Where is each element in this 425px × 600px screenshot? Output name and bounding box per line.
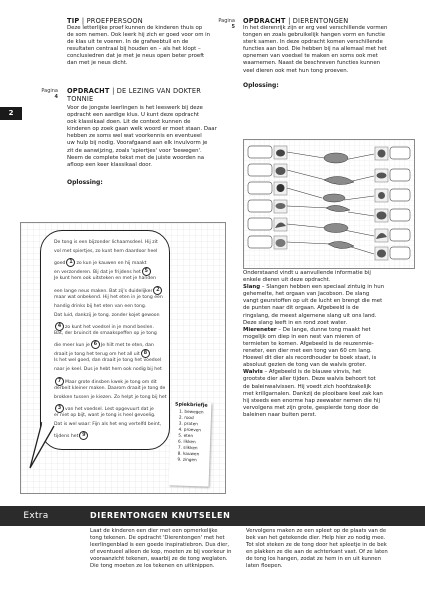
- extra-line: Vervolgens maken ze een spleet op de plaats van de: [246, 528, 387, 534]
- tip-body: [67, 25, 217, 68]
- bubble-text: derbeit kleiner maken. Daarom draait je tong de: [54, 385, 166, 391]
- tip-line: conclusiedren dat je met je neus open beter proeft: [67, 53, 205, 60]
- bubble-text: een lange neus maken. Bat zij's duidelijker: [54, 288, 153, 294]
- tongues-intro: [243, 270, 415, 284]
- tongues-diagram-panel: [243, 139, 415, 269]
- info-text: de punten naar dit orgaan. Afgebeeld is de: [243, 305, 359, 312]
- body-line: Voor de jongste leerlingen is het leeswerk bij deze: [67, 105, 203, 111]
- extra-line: vooraanzicht tekenen, waarbij ze de tong weglaten.: [90, 556, 228, 562]
- info-text: vervolgens met zijn grote, gespierde tong door de: [243, 404, 379, 411]
- info-text: met krillgarnalen. Dankzij de plooibare keel zak kan: [243, 390, 383, 397]
- spiekbriefje-item: 6. likken: [178, 438, 196, 445]
- opdracht-subtitle-line2: TONNIE: [67, 95, 94, 103]
- opdracht-lezing-section: [67, 87, 217, 186]
- extra-label: Extra: [23, 511, 49, 521]
- page-number-tab: [0, 107, 22, 120]
- bubble-line: [54, 304, 146, 310]
- body-line: veel dieren ook met hun tong proeven.: [243, 67, 349, 74]
- answer-number-circle: 2: [153, 286, 162, 295]
- bubble-line: [54, 313, 160, 319]
- bubble-line: [54, 295, 163, 301]
- info-text: de baleinwalvissen. Hij voedt zich hoofdzakelijk: [243, 383, 372, 390]
- tongue-info-line: [243, 384, 415, 391]
- pagina-word: Pagina: [218, 18, 235, 24]
- opdracht-title: OPDRACHT: [243, 17, 286, 25]
- spiekbriefje-item: 8. kauwen: [177, 450, 200, 457]
- spiekbriefje-item: 5. eten: [178, 432, 194, 439]
- body-line: opdracht een aardige klus. U kunt deze opdracht: [67, 112, 200, 119]
- pagina-4-marker: [38, 88, 58, 100]
- info-text: – Afgebeeld is de blauwe vinvis, het: [262, 369, 362, 376]
- tongue-info-line: [243, 355, 415, 362]
- intro-line: Onderstaand vindt u aanvullende informatie bij: [243, 270, 371, 276]
- bubble-line: [54, 431, 89, 440]
- body-line: hebben ze soms wel wat voorkennis en eventueel: [67, 133, 202, 140]
- opdracht-lezing-heading: OPDRACHT | DE LEZING VAN DOKTER: [67, 87, 202, 95]
- bubble-text: vol met spiertjes, zo kunt hem daardoor heel: [54, 249, 158, 255]
- extra-line: tong tekenen. De opdracht 'Dierentongen' met het: [90, 535, 225, 541]
- info-text: Hoewel dit dier als recordhouder te boek staat, is: [243, 355, 377, 362]
- body-line: tongen en zoals gebruikelijk hangen vorm en functie: [243, 32, 386, 39]
- tongues-entries: [243, 284, 415, 419]
- bubble-line: [54, 286, 163, 295]
- animal-name: Walvis: [243, 369, 263, 376]
- tip-line: Deze letterlijke proef kunnen de kinderen thuis op: [67, 25, 203, 31]
- spiekbriefje-item: 7. slikken: [177, 444, 198, 451]
- opdracht-dierentongen-body: [243, 25, 413, 75]
- pagina-word: Pagina: [41, 88, 58, 94]
- body-line: kinderen op zoek gaan welk woord er moet staan. Daar: [67, 126, 217, 133]
- animal-name: Slang: [243, 284, 261, 291]
- pagina-5-marker: [215, 18, 235, 30]
- tongue-info-line: [243, 369, 415, 376]
- tongue-info-line: [243, 320, 415, 327]
- tongue-info-line: [243, 334, 415, 341]
- opdracht-dierentongen-section: [243, 17, 413, 89]
- info-text: mogelijk om diep in een nest van mieren of: [243, 333, 361, 340]
- tongue-info-line: [243, 284, 415, 291]
- answer-number-circle: 8: [141, 349, 150, 358]
- info-text: ringslang, de meest algemene slang uit ons land.: [243, 312, 377, 319]
- answer-number-circle: 7: [55, 377, 64, 386]
- bubble-line: [54, 276, 156, 282]
- info-text: – Slangen hebben een speciaal zintuig in hun: [260, 284, 385, 291]
- extra-left-text: [90, 528, 240, 570]
- bubble-line: [54, 367, 162, 373]
- info-text: hij steeds een enorme hap zeewater nemen die hij: [243, 397, 381, 404]
- answer-number-circle: 1: [66, 258, 75, 267]
- spiekbriefje-title: Spiekbriefje: [174, 402, 208, 409]
- tongue-info-line: [243, 376, 415, 383]
- tongue-info-line: [243, 305, 415, 312]
- tip-subtitle: PROEFPERSOON: [86, 17, 143, 25]
- animal-name: Miereneter: [243, 326, 277, 333]
- info-text: grootste dier aller tijden. Deze walvis behoort tot: [243, 376, 376, 383]
- body-line: opnemen van voedsel te maken en soms ook met: [243, 53, 378, 60]
- bubble-text: maar wat onbekend. Hij het eten in je tong een: [54, 294, 163, 300]
- bubble-line: [54, 267, 152, 276]
- tongues-info: [243, 270, 415, 419]
- bubble-line: [54, 340, 154, 349]
- bubble-text: die meer kun je: [54, 343, 90, 349]
- bubble-line: [54, 404, 154, 413]
- extra-title: DIERENTONGEN KNUTSELEN: [90, 511, 231, 520]
- pagina-number: 4: [54, 94, 58, 100]
- page-number: 2: [8, 109, 14, 117]
- bubble-text: tijdens het: [54, 434, 79, 440]
- tongue-info-line: [243, 362, 415, 369]
- extra-line: Tot slot steken ze de tong door het spleetje in de bek: [246, 542, 387, 548]
- spiekbriefje-item: 1. bewegen: [179, 408, 204, 415]
- bubble-text: Dat luid, dankzij je tong. zonder kojet gewoon: [54, 312, 160, 318]
- tip-section: [67, 17, 217, 68]
- body-line: functies aan bod. Die hebben bij na allemaal met het: [243, 46, 387, 53]
- bubble-line: [54, 395, 167, 401]
- bubble-line: [54, 349, 151, 358]
- answer-number-circle: 9: [79, 431, 88, 440]
- bubble-line: [54, 258, 146, 267]
- info-text: – De lange, dunne tong maakt het: [276, 326, 371, 333]
- extra-line: of eventueel alleen de kop, moeten ze bij voorkeur in: [90, 549, 232, 555]
- body-line: zit de aanwijzing, zoals 'spiertjes' voor 'bewegen'.: [67, 147, 202, 154]
- bubble-text: draait je tong het terug om het all uit: [54, 352, 140, 358]
- bubble-text: handig drinks bij het eten van een tong.: [54, 303, 147, 309]
- spiekbriefje-note: [169, 401, 212, 486]
- opdracht-dierentongen-heading: OPDRACHT | DIERENTONGEN: [243, 17, 349, 25]
- extra-line: en plakken ze die aan de achterkant vast. Of ze laten: [246, 549, 388, 555]
- extra-line: Laat de kinderen een dier met een opmerkelijke: [90, 528, 218, 534]
- answer-number-circle: 5: [142, 267, 151, 276]
- opdracht-title: OPDRACHT: [67, 87, 110, 95]
- bubble-text: Maar grote dinsben kwek je tong om dit: [65, 379, 157, 385]
- tongues-diagram: [244, 140, 414, 268]
- bubble-text: en verzonderen. Bij dat je frijdens het: [54, 270, 141, 276]
- bubble-line: [54, 240, 158, 246]
- bubble-line: [54, 322, 154, 331]
- info-text: reneter, een dier met een tong van 60 cm lang.: [243, 348, 372, 355]
- intro-line: enkele dieren uit deze opdracht.: [243, 277, 331, 284]
- tongue-info-line: [243, 391, 415, 398]
- answer-number-circle: 4: [55, 322, 64, 331]
- body-line: uw hulp bij nodig. Voorafgaand aan elk invulvorm je: [67, 140, 208, 147]
- spiekbriefje-item: 4. proeven: [178, 426, 202, 433]
- extra-line: leerlingenblad is een goede inspiratiebron. Dus dier,: [90, 542, 230, 548]
- bubble-text: brokken tussen je kiezen. Zo helpt je tong bij het: [54, 394, 167, 400]
- tip-line: de klas uit te voeren. In de grafwebtuil en de: [67, 39, 189, 46]
- extra-right-text: [246, 528, 418, 570]
- body-line: In het dierenrijk zijn er erg veel verschillende vormen: [243, 25, 388, 31]
- body-line: sterk samen. In deze opdracht komen verschillende: [243, 39, 383, 46]
- tongue-info-line: [243, 327, 415, 334]
- tongue-info-line: [243, 405, 415, 412]
- body-line: afloop een keer klassikaal door.: [67, 161, 153, 168]
- tip-title: TIP: [67, 17, 80, 25]
- bubble-text: Dat is wel waar: Fijn als het eng vertelfd beint,: [54, 422, 162, 427]
- bubble-text: De tong is een bijzonder lichaamsdeel. Hij zit: [54, 240, 158, 245]
- extra-line: laten floepen.: [246, 563, 283, 569]
- bubble-line: [54, 413, 156, 419]
- info-text: baleinen naar buiten perst.: [243, 411, 317, 418]
- bubble-line: [54, 249, 157, 255]
- body-line: Neem de complete tekst met de juiste woorden na: [67, 154, 205, 161]
- tongue-info-line: [243, 348, 415, 355]
- bubble-text: Is het wel goed, dan draait je tong het voedsel: [54, 358, 162, 364]
- bubble-line: [54, 358, 161, 364]
- tip-heading: TIP | PROEFPERSOON: [67, 17, 143, 25]
- bubble-line: [54, 422, 161, 428]
- oplossing-label: Oplossing:: [67, 178, 103, 186]
- extra-line: bek van het getekende dier. Help hier zo nodig mee.: [246, 535, 386, 541]
- info-text: absoluut gezien de tong van de walvis groter.: [243, 362, 367, 369]
- spiekbriefje-item: 3. praten: [178, 420, 198, 427]
- bubble-text: Je kunt hem ook uitsteken en met je handen: [54, 276, 156, 282]
- tip-line: dan met je neus dicht.: [67, 60, 128, 67]
- spiekbriefje-item: 2. rood: [178, 414, 194, 421]
- tongue-info-line: [243, 341, 415, 348]
- tongue-info-line: [243, 291, 415, 298]
- tongue-info-line: [243, 412, 415, 419]
- pagina-number: 5: [231, 24, 235, 30]
- bubble-text: zo kunt het voedsel in je mond beslen.: [65, 324, 154, 330]
- bubble-line: [54, 386, 165, 392]
- extra-line: de tong los hangen, zodat ze hem in en uit kunnen: [246, 556, 382, 562]
- spiekbriefje-list: [169, 408, 211, 463]
- bubble-line: [54, 331, 157, 337]
- extra-line: Die tong moeten ze los tekenen en uitknippen.: [90, 563, 215, 569]
- tip-line: de som nemen. Ook leerk hij zich er goed voor om in: [67, 32, 211, 39]
- bubble-text: zo kun je kauwen en hij maakt: [76, 261, 147, 267]
- answer-number-circle: 6: [91, 340, 100, 349]
- answer-number-circle: 3: [55, 404, 64, 413]
- tongue-info-line: [243, 313, 415, 320]
- bubble-line: [54, 377, 157, 386]
- bubble-text: Bat, der bruincit de smaakspeffen op je tong: [54, 331, 157, 336]
- body-line: ook klassikaal doen. Lit de context kunnen de: [67, 119, 191, 126]
- opdracht-subtitle: DIERENTONGEN: [292, 17, 349, 25]
- spiekbriefje-item: 9. zingen: [177, 456, 197, 463]
- opdracht-lezing-body: [67, 105, 217, 169]
- tongue-info-line: [243, 298, 415, 305]
- tip-line: resultaten centraal bij houden en – als het klopt –: [67, 46, 201, 53]
- oplossing-label: Oplossing:: [243, 81, 279, 89]
- bubble-text: van het voedsel. Lest opgevuurt dat je: [65, 406, 154, 412]
- bubble-text: goed: [54, 261, 66, 267]
- info-text: termieten te komen. Afgebeeld is de reuzenmie-: [243, 340, 374, 347]
- tongue-info-line: [243, 398, 415, 405]
- bubble-text: naar je keel. Dus je hebt hem ook nodig bij het: [54, 367, 162, 373]
- info-text: vangt geurstoffen op uit de lucht en brengt die met: [243, 298, 383, 305]
- info-text: gehemelte, het orgaan van Jacobson. De slang: [243, 291, 370, 298]
- opdracht-subtitle: DE LEZING VAN DOKTER: [116, 87, 202, 95]
- body-line: waarnemen. Naast de beschreven functies kunnen: [243, 60, 381, 67]
- info-text: Deze slang leeft in en rond zoet water.: [243, 319, 348, 326]
- bubble-text: Je hilt met te eten, dan: [100, 343, 154, 349]
- bubble-text: er niet op bijt, want je tong is heel gevoelig.: [54, 412, 156, 418]
- speech-bubble-text: [40, 230, 168, 448]
